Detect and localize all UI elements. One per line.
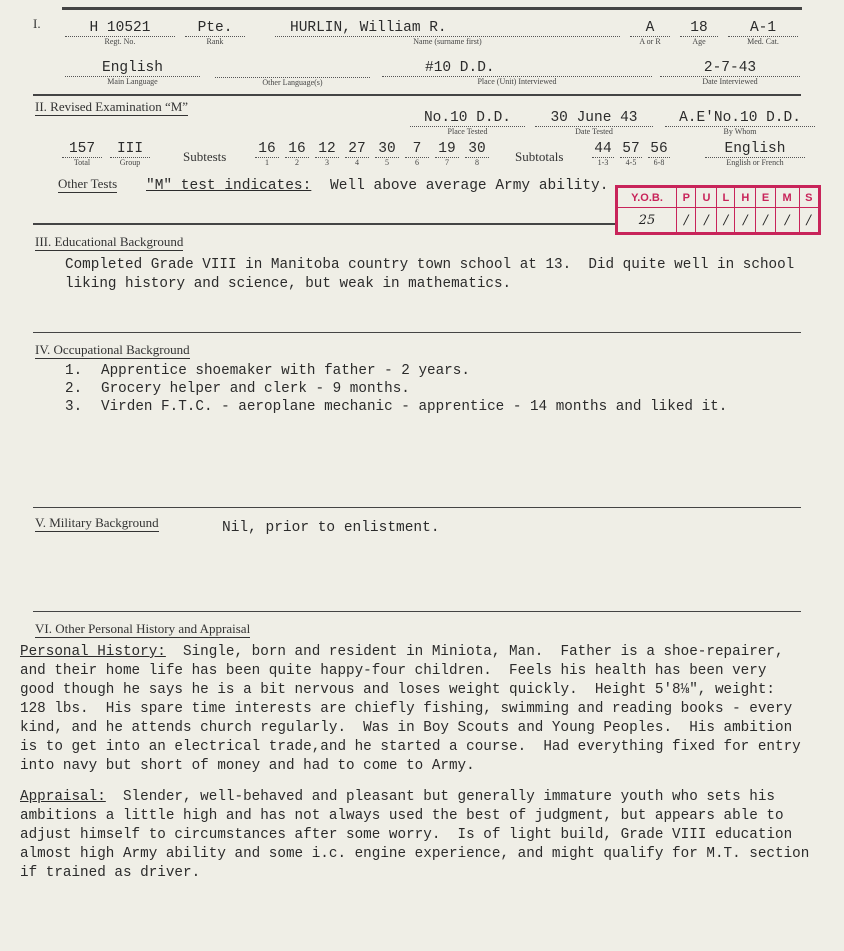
regt-no-label: Regt. No. — [65, 36, 175, 46]
score-index: 6-8 — [648, 157, 670, 167]
text-line — [20, 845, 809, 864]
occupation-list — [65, 362, 727, 416]
score-field — [345, 141, 369, 167]
item-number: 2. — [65, 381, 83, 397]
test-language-label: English or French — [705, 157, 805, 167]
score-value: 30 — [468, 141, 486, 157]
line-text: if trained as driver. — [20, 865, 201, 881]
name-label: Name (surname first) — [275, 36, 620, 46]
age-field — [680, 20, 718, 46]
pulhems-header-s: S — [799, 188, 819, 208]
score-value: 16 — [288, 141, 306, 157]
divider — [62, 7, 802, 10]
item-text: Apprentice shoemaker with father - 2 years. — [101, 363, 470, 379]
score-field — [375, 141, 399, 167]
med-cat-field — [728, 20, 798, 46]
list-item — [65, 362, 727, 380]
date-tested-label: Date Tested — [535, 126, 653, 136]
score-value: 12 — [318, 141, 336, 157]
line-text: Slender, well-behaved and pleasant but generally immature youth who sets his — [105, 789, 776, 805]
total: 157 — [68, 141, 96, 157]
score-field — [592, 141, 614, 167]
pulhems-value: / — [799, 208, 819, 233]
text-line — [20, 719, 801, 738]
personal-history — [20, 643, 801, 776]
pulhems-value: / — [735, 208, 756, 233]
score-value: 27 — [348, 141, 366, 157]
pulhems-value: / — [717, 208, 735, 233]
text-line — [20, 807, 809, 826]
score-index: 4-5 — [620, 157, 642, 167]
main-language: English — [102, 60, 163, 76]
divider — [33, 94, 801, 96]
pulhems-value: / — [677, 208, 696, 233]
pulhems-header-l: L — [717, 188, 735, 208]
text-line — [20, 757, 801, 776]
score-field — [405, 141, 429, 167]
score-field — [285, 141, 309, 167]
score-value: 30 — [378, 141, 396, 157]
by-whom: A.E'No.10 D.D. — [679, 110, 801, 126]
rank-label: Rank — [185, 36, 245, 46]
line-text: good though he says he is a bit nervous and loses weight quickly. Height 5'8⅛", weight: — [20, 682, 775, 698]
subtotals-label: Subtotals — [515, 149, 564, 164]
a-or-r: A — [645, 20, 655, 36]
score-index: 4 — [345, 157, 369, 167]
test-language: English — [724, 141, 786, 157]
score-value: 7 — [412, 141, 422, 157]
item-text: Grocery helper and clerk - 9 months. — [101, 381, 410, 397]
pulhems-value: / — [775, 208, 799, 233]
score-value: 16 — [258, 141, 276, 157]
text-line: liking history and science, but weak in mathematics. — [65, 276, 512, 292]
section-heading: VI. Other Personal History and Appraisal — [35, 621, 251, 636]
score-value: 57 — [622, 141, 640, 157]
text-line — [20, 662, 801, 681]
pulhems-value: / — [756, 208, 775, 233]
place-interviewed-label: Place (Unit) Interviewed — [382, 76, 652, 86]
line-text: almost high Army ability and some i.c. engine experience, and might qualify for M.T. section — [20, 846, 810, 862]
score-index: 3 — [315, 157, 339, 167]
place-interviewed: #10 D.D. — [425, 60, 495, 76]
pulhems-header-p: P — [677, 188, 696, 208]
name-field — [275, 20, 620, 46]
section-heading: V. Military Background — [35, 515, 159, 530]
divider — [33, 507, 801, 508]
total-field — [62, 141, 102, 167]
group: III — [116, 141, 144, 157]
line-text: Single, born and resident in Miniota, Man. Father is a shoe-repairer, — [165, 644, 784, 660]
item-number: 3. — [65, 399, 83, 415]
line-text: into navy but short of money and had to come to Army. — [20, 758, 475, 774]
a-or-r-field — [630, 20, 670, 46]
divider — [33, 332, 801, 333]
text-line — [20, 826, 809, 845]
main-language-label: Main Language — [65, 76, 200, 86]
total-label: Total — [62, 157, 102, 167]
line-text: and their home life has been quite happy-four children. Feels his health has been very — [20, 663, 767, 679]
educational-text — [65, 256, 794, 294]
score-index: 6 — [405, 157, 429, 167]
group-label: Group — [110, 157, 150, 167]
by-whom-field — [665, 110, 815, 136]
line-text: kind, and he attends church regularly. Was in Boy Scouts and Young Peoples. His ambition — [20, 720, 793, 736]
rank-field — [185, 20, 245, 46]
other-language — [215, 60, 370, 77]
pulhems-value: 25 — [618, 208, 677, 233]
place-tested: No.10 D.D. — [423, 110, 511, 126]
regt-no-field — [65, 20, 175, 46]
paragraph-label: Personal History: — [20, 644, 166, 660]
pulhems-header-yob: Y.O.B. — [618, 188, 677, 208]
med-cat-label: Med. Cat. — [728, 36, 798, 46]
score-index: 1 — [255, 157, 279, 167]
text-line — [20, 864, 809, 883]
regt-no: H 10521 — [89, 20, 151, 36]
text-line — [20, 681, 801, 700]
score-field — [435, 141, 459, 167]
score-value: 19 — [438, 141, 456, 157]
age-label: Age — [680, 36, 718, 46]
date-tested-field — [535, 110, 653, 136]
rank: Pte. — [197, 20, 233, 36]
list-item — [65, 380, 727, 398]
pulhems-stamp — [615, 185, 821, 235]
subtotals-list — [592, 141, 670, 167]
line-text: ambitions a little high and has not always used the best of judgment, but appears able to — [20, 808, 784, 824]
divider — [33, 223, 615, 225]
text-line: Completed Grade VIII in Manitoba country town school at 13. Did quite well in school — [65, 257, 795, 273]
section-heading: III. Educational Background — [35, 234, 184, 249]
by-whom-label: By Whom — [665, 126, 815, 136]
score-field — [620, 141, 642, 167]
text-line — [20, 643, 801, 662]
divider — [33, 611, 801, 612]
group-field — [110, 141, 150, 167]
pulhems-header-u: U — [696, 188, 717, 208]
score-index: 7 — [435, 157, 459, 167]
score-field — [315, 141, 339, 167]
text-line — [20, 738, 801, 757]
score-field — [648, 141, 670, 167]
score-value: 44 — [594, 141, 612, 157]
date-interviewed: 2-7-43 — [703, 60, 757, 76]
med-cat: A-1 — [749, 20, 777, 36]
line-text: is to get into an electrical trade,and he started a course. Had everything fixed for entry — [20, 739, 801, 755]
pulhems-header-h: H — [735, 188, 756, 208]
test-language-field — [705, 141, 805, 167]
date-interviewed-field — [660, 60, 800, 86]
text-line — [20, 700, 801, 719]
main-language-field — [65, 60, 200, 86]
pulhems-value: / — [696, 208, 717, 233]
item-number: 1. — [65, 363, 83, 379]
section-numeral: I. — [33, 16, 41, 31]
place-interviewed-field — [382, 60, 652, 86]
score-index: 1-3 — [592, 157, 614, 167]
pulhems-header-e: E — [756, 188, 775, 208]
list-item — [65, 398, 727, 416]
subtests-label: Subtests — [183, 149, 227, 164]
text-line — [20, 788, 809, 807]
other-language-label: Other Language(s) — [215, 77, 370, 87]
score-value: 56 — [650, 141, 668, 157]
score-index: 5 — [375, 157, 399, 167]
place-tested-label: Place Tested — [410, 126, 525, 136]
item-text: Virden F.T.C. - aeroplane mechanic - apprentice - 14 months and liked it. — [101, 399, 728, 415]
military-text: Nil, prior to enlistment. — [222, 520, 440, 536]
score-field — [465, 141, 489, 167]
score-index: 8 — [465, 157, 489, 167]
other-tests-label: Other Tests — [58, 176, 118, 191]
age: 18 — [690, 20, 708, 36]
pulhems-header-m: M — [775, 188, 799, 208]
other-tests-text: Well above average Army ability. — [330, 178, 609, 194]
score-field — [255, 141, 279, 167]
other-language-field — [215, 60, 370, 87]
place-tested-field — [410, 110, 525, 136]
appraisal — [20, 788, 809, 883]
a-or-r-label: A or R — [630, 36, 670, 46]
score-index: 2 — [285, 157, 309, 167]
line-text: adjust himself to circumstances after some worry. Is of light build, Grade VIII education — [20, 827, 793, 843]
date-interviewed-label: Date Interviewed — [660, 76, 800, 86]
line-text: 128 lbs. His spare time interests are chiefly fishing, swimming and reading books - every — [20, 701, 793, 717]
section-heading: IV. Occupational Background — [35, 342, 190, 357]
paragraph-label: Appraisal: — [20, 789, 106, 805]
subtests-list — [255, 141, 489, 167]
name: HURLIN, William R. — [290, 20, 447, 36]
other-tests-lead: "M" test indicates: — [146, 178, 312, 194]
date-tested: 30 June 43 — [550, 110, 638, 126]
section-heading: II. Revised Examination “M” — [35, 99, 189, 114]
